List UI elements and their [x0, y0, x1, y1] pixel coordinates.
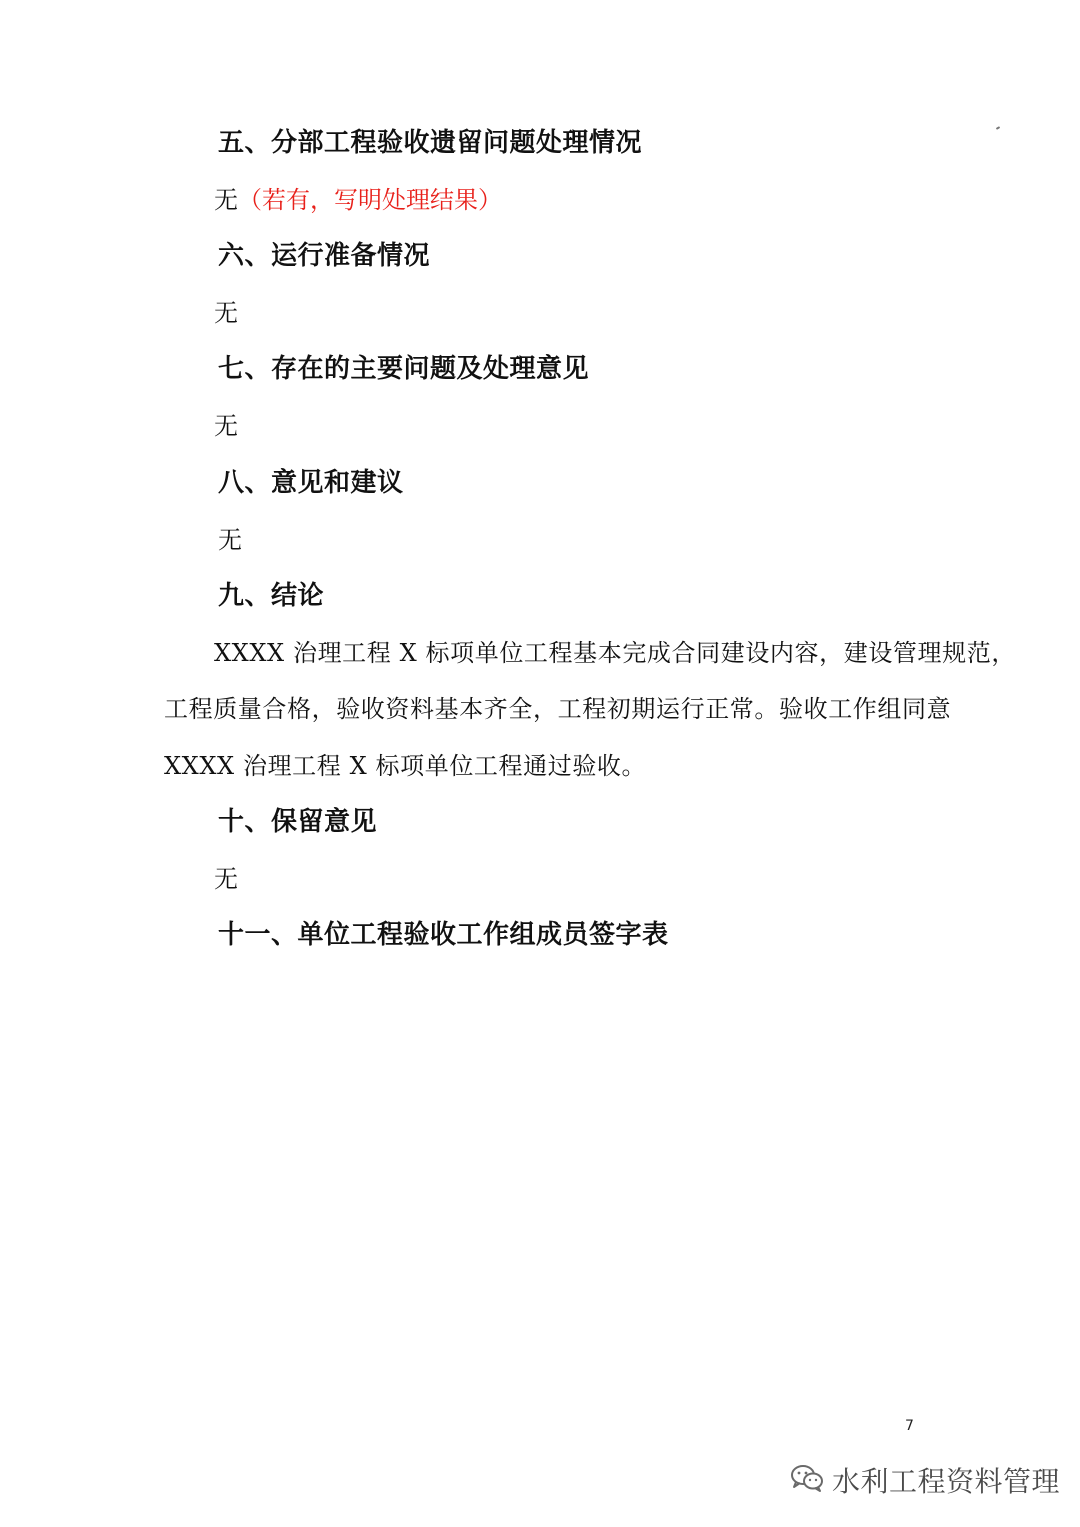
section-5-body — [214, 184, 502, 216]
section-6-body: 无 — [214, 299, 238, 327]
watermark — [790, 1460, 1060, 1500]
section-8-heading: 八、意见和建议 — [218, 468, 404, 498]
section-8-body: 无 — [218, 526, 242, 554]
watermark-text: 水利工程资料管理 — [832, 1465, 1061, 1498]
section-5-heading: 五、分部工程验收遗留问题处理情况 — [218, 128, 643, 158]
section-10-body: 无 — [214, 865, 238, 893]
page-number: 7 — [905, 1418, 914, 1434]
section-11-heading: 十一、单位工程验收工作组成员签字表 — [218, 920, 669, 950]
section-5-body-text: 无 — [214, 186, 238, 214]
scan-speck — [996, 126, 1000, 130]
conclusion-line-1: XXXX 治理工程 X 标项单位工程基本完成合同建设内容，建设管理规范， — [214, 639, 1016, 667]
wechat-icon — [790, 1463, 824, 1497]
conclusion-line-2: 工程质量合格，验收资料基本齐全，工程初期运行正常。验收工作组同意 — [164, 695, 952, 723]
section-5-note: （若有，写明处理结果） — [238, 186, 502, 214]
section-10-heading: 十、保留意见 — [218, 807, 378, 837]
section-7-body: 无 — [214, 412, 238, 440]
section-7-heading: 七、存在的主要问题及处理意见 — [218, 354, 590, 384]
section-9-heading: 九、结论 — [218, 581, 325, 611]
conclusion-line-3: XXXX 治理工程 X 标项单位工程通过验收。 — [164, 752, 647, 780]
section-6-heading: 六、运行准备情况 — [218, 241, 431, 271]
